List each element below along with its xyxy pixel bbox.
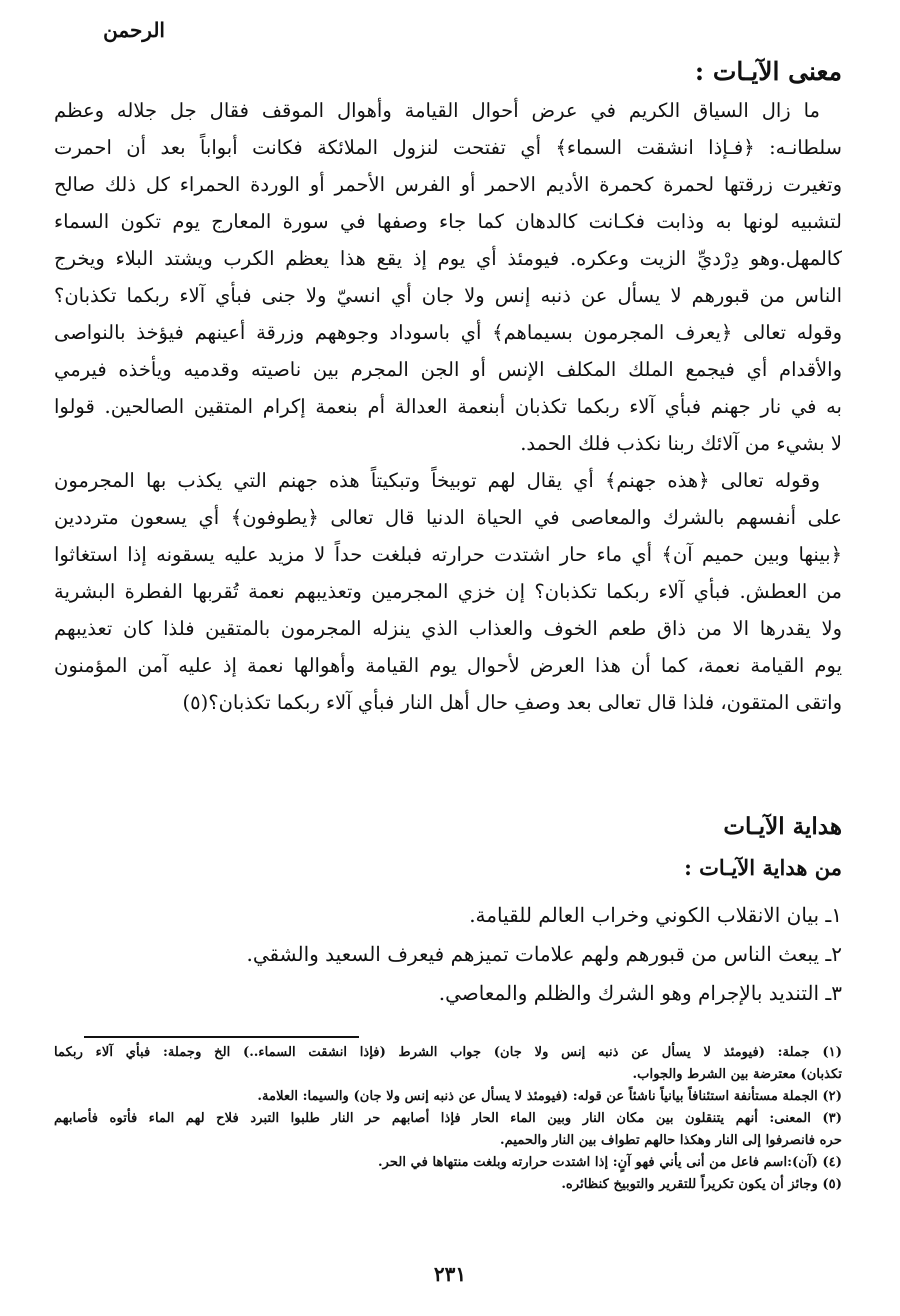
guidance-point: ٣ـ التنديد بالإجرام وهو الشرك والظلم والمعاصي. [438, 981, 842, 1005]
page-number: ٢٣١ [433, 1262, 467, 1286]
footnote-line: تكذبان) معترضة بين الشرط والجواب. [632, 1067, 842, 1082]
body-line: لتشبيه لونها به وذابت فكـانت كالدهان كما جاء وصفها في سورة المعارج يوم تكون السماء [54, 210, 842, 233]
body-line: وقوله تعالى ﴿هذه جهنم﴾ أي يقال لهم توبيخاً وتبكيتاً هذه جهنم التي يكذب بها المجرمون [54, 469, 820, 492]
body-line: وتغيرت زرقتها لحمرة كحمرة الأديم الاحمر أو الفرس الأحمر أو الوردة الحمراء كل ذلك صالح [54, 173, 842, 196]
footnote-line: (٤) (آن):اسم فاعل من أنى يأني فهو آنٍ: إذا اشتدت حرارته وبلغت منتهاها في الحر. [377, 1155, 842, 1170]
body-line: لا بشيء من آلائك ربنا نكذب فلك الحمد. [520, 432, 842, 455]
body-line: كالمهل.وهو دِرْديِّ الزيت وعكره. فيومئذ أي يوم إذ يقع هذا يعظم الكرب ويشتد البلاء ويخرج [54, 247, 842, 270]
guidance-point: ١ـ بيان الانقلاب الكوني وخراب العالم للقيامة. [469, 903, 842, 927]
body-line: يوم القيامة نعمة، كما أن هذا العرض لأحوال يوم القيامة وأهوالها نعمة إذ عليه آمن المؤمنون [54, 654, 842, 677]
footnote-line: (٢) الجملة مستأنفة استئنافاً بيانياً ناشئاً عن قوله: (فيومئذ لا يسأل عن ذنبه إنس ولا جان) والسيما: العلامة. [257, 1089, 842, 1104]
guidance-heading: هداية الآيـات [723, 813, 842, 840]
body-line: على أنفسهم بالشرك والمعاصى في الحياة الدنيا قال تعالى ﴿يطوفون﴾ أي يسعون مترددين [54, 506, 842, 529]
guidance-subheading: من هداية الآيـات : [684, 855, 842, 880]
footnote-line: (١) جملة: (فيومئذ لا يسأل عن ذنبه إنس ولا جان) جواب الشرط (فإذا انشقت السماء..) الخ وجملة: فبأي آلاء ربكما [54, 1045, 842, 1060]
guidance-point: ٢ـ يبعث الناس من قبورهم ولهم علامات تميزهم فيعرف السعيد والشقي. [246, 942, 842, 966]
body-line: وقوله تعالى ﴿يعرف المجرمون بسيماهم﴾ أي باسوداد وجوههم وزرقة أعينهم فيؤخذ بالنواصى [54, 321, 842, 344]
body-line: والأقدام أي فيجمع الملك المكلف الإنس أو الجن المجرم بين ناصيته وقدميه ويأخذه فيرمي [54, 358, 842, 381]
body-line: ولا يقدرها الا من ذاق طعم الخوف والعذاب الذي ينزله المجرمون بالمتقين فلذا كان تعذيبهم [54, 617, 842, 640]
body-text [54, 92, 842, 721]
footnote-line: حره فانصرفوا إلى النار وهكذا حالهم تطواف بين النار والحميم. [499, 1133, 842, 1148]
body-line: سلطانـه: ﴿فـإذا انشقت السماء﴾ أي تفتحت لنزول الملائكة فكانت أبواباً بعد أن احمرت [54, 136, 842, 159]
section-heading: معنى الآيـات : [694, 57, 842, 86]
body-line: من العطش. فبأي آلاء ربكما تكذبان؟ إن خزي المجرمين وتعذيبهم نعمة تُقربها الفطرة البشرية [54, 580, 842, 603]
footnote-line: (٥) وجائز أن يكون تكريراً للتقرير والتوبيخ كنظائره. [561, 1177, 842, 1192]
guidance-list [54, 896, 842, 1013]
footnotes [54, 1042, 842, 1196]
body-line: الناس من قبورهم لا يسأل عن ذنبه إنس ولا جان أي انسيّ ولا جنى فبأي آلاء ربكما تكذبان؟ [54, 284, 842, 307]
running-head: الرحمن [103, 18, 165, 42]
footnote-line: (٣) المعنى: أنهم يتنقلون بين مكان النار وبين الماء الحار فإذا أصابهم حر النار طلبوا التبرد فلاح لهم الماء فأتوه فأصابهم [54, 1111, 842, 1126]
footnote-rule [84, 1036, 359, 1038]
body-line: ما زال السياق الكريم في عرض أحوال القيامة وأهوال الموقف فقال جل جلاله وعظم [54, 99, 820, 122]
body-line: به في نار جهنم فبأي آلاء ربكما تكذبان أبنعمة العدالة أم بنعمة إكرام المتقين الصالحين. قولوا [54, 395, 842, 418]
body-line: ﴿بينها وبين حميم آن﴾ أي ماء حار اشتدت حرارته فبلغت حداً لا مزيد عليه يسقونه إذا استغاثوا [54, 543, 842, 566]
body-line: واتقى المتقون، فلذا قال تعالى بعد وصفِ حال أهل النار فبأي آلاء ربكما تكذبان؟(٥) [182, 691, 842, 714]
